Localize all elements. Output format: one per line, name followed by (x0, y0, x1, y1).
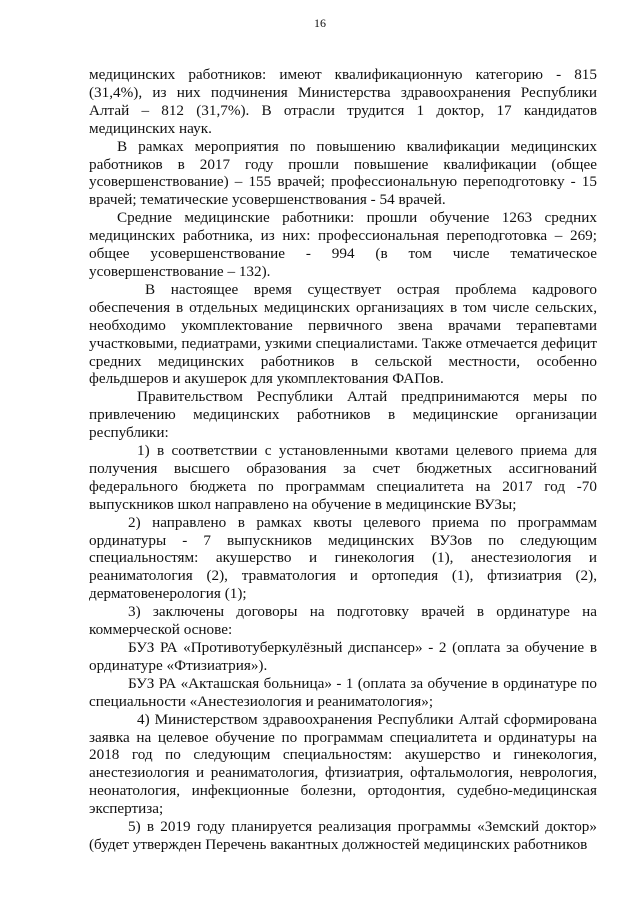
paragraph-advanced-training: В рамках мероприятия по повышению квалификации медицинских работников в 2017 году прошли повышение квалификации (общее усовершенствование) – 155 врачей; профессиональную переподготовку - 15 врачей; тематические усовершенствования - 54 врачей. (89, 137, 597, 209)
paragraph-government-measures: Правительством Республики Алтай предпринимаются меры по привлечению медицинских работников в медицинские организации республики: (89, 388, 597, 442)
list-item-4: 4) Министерством здравоохранения Республики Алтай сформирована заявка на целевое обучение по программам специалитета и ординатуры на 2018 год по следующим специальностям: акушерство и гинекология, анестезиология и реаниматология, фтизиатрия, офтальмология, неврология, неонатология, инфекционные болезни, ортодонтия, судебно-медицинская экспертиза; (89, 710, 597, 818)
paragraph-staffing-problem: В настоящее время существует острая проблема кадрового обеспечения в отдельных медицинских организациях в том числе сельских, необходимо укомплектование первичного звена врачами терапевтами участковыми, педиатрами, узкими специалистами. Также отмечается дефицит средних медицинских работников в сельской местности, особенно фельдшеров и акушерок для укомплектования ФАПов. (89, 280, 597, 388)
list-item-2: 2) направлено в рамках квоты целевого приема по программам ординатуры - 7 выпускников медицинских ВУЗов по следующим специальностям: акушерство и гинекология (1), анестезиология и реаниматология (2), травматология и ортопедия (1), фтизиатрия (2), дерматовенерология (1); (89, 513, 597, 603)
list-item-3: 3) заключены договоры на подготовку врачей в ординатуре на коммерческой основе: (89, 603, 597, 639)
page-number: 16 (314, 16, 326, 30)
document-body (89, 66, 597, 854)
contract-tb-dispensary: БУЗ РА «Противотуберкулёзный диспансер» - 2 (оплата за обучение в ординатуре «Фтизиатрия»). (89, 639, 597, 674)
paragraph-nurse-training: Средние медицинские работники: прошли обучение 1263 средних медицинских работника, из них: профессиональная переподготовка – 269; общее усовершенствование - 994 (в том числе тематическое усовершенствование – 132). (89, 209, 597, 280)
contract-aktash-hospital: БУЗ РА «Акташская больница» - 1 (оплата за обучение в ординатуре по специальности «Анестезиология и реаниматология»; (89, 674, 597, 710)
list-item-1: 1) в соответствии с установленными квотами целевого приема для получения высшего образования за счет бюджетных ассигнований федерального бюджета по программам специалитета на 2017 год -70 выпускников школ направлено на обучение в медицинские ВУЗы; (89, 442, 597, 513)
paragraph-qualification-stats: медицинских работников: имеют квалификационную категорию - 815 (31,4%), из них подчинения Министерства здравоохранения Республики Алтай – 812 (31,7%). В отрасли трудится 1 доктор, 17 кандидатов медицинских наук. (89, 66, 597, 137)
list-item-5: 5) в 2019 году планируется реализация программы «Земский доктор» (будет утвержден Перечень вакантных должностей медицинских работников (89, 818, 597, 853)
